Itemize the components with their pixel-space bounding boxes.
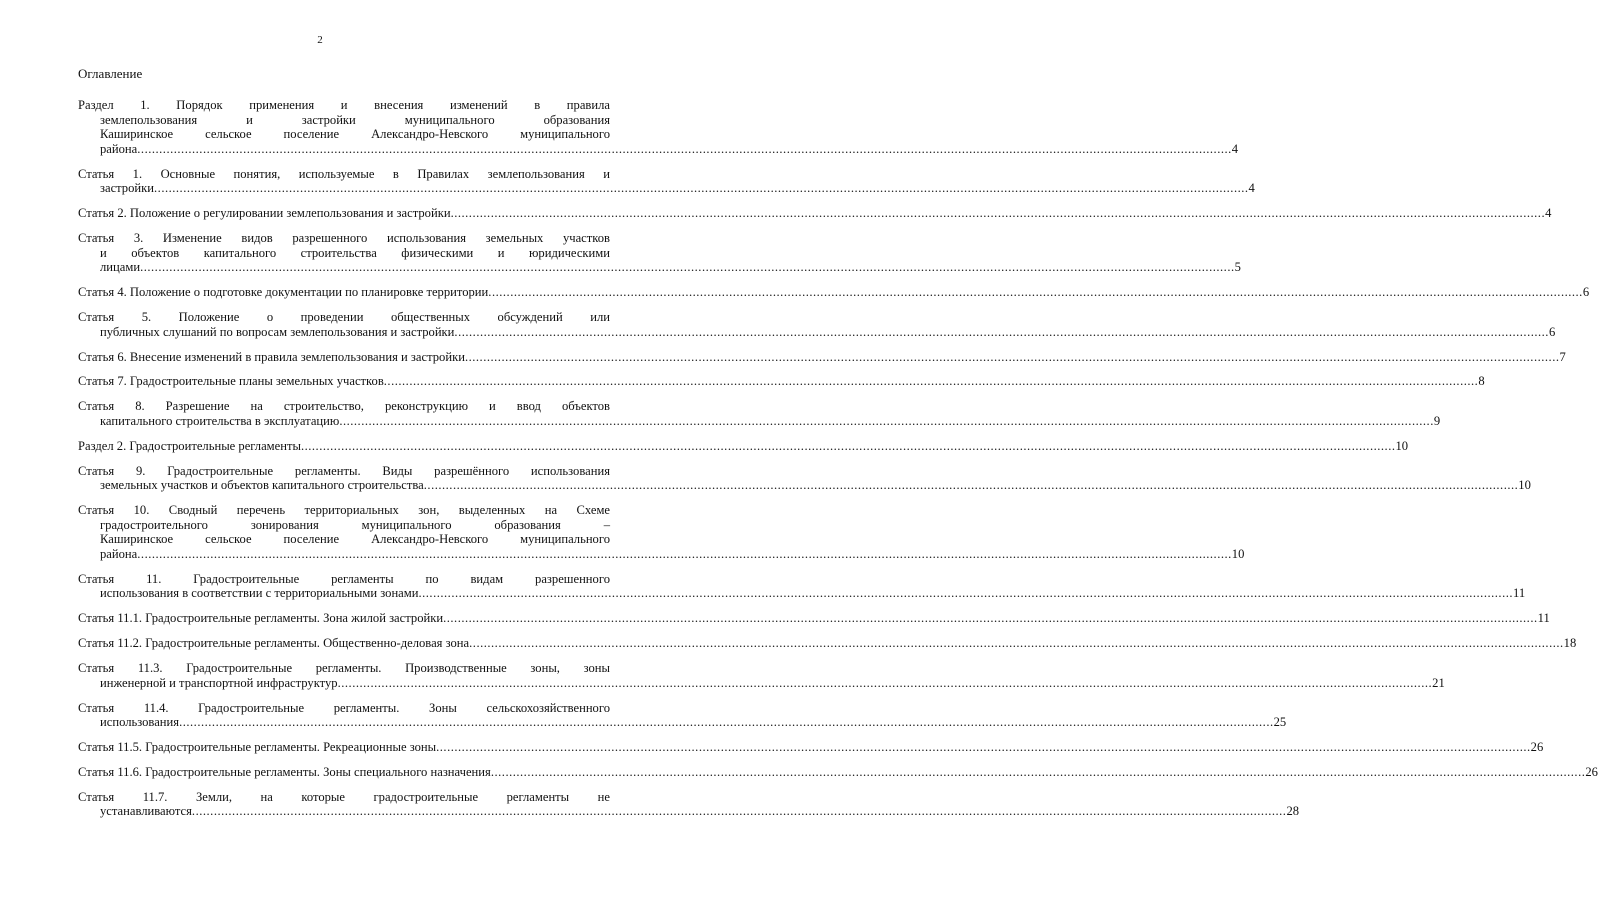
toc-entry-title: Статья 6. Внесение изменений в правила землепользования и застройки — [78, 349, 465, 364]
toc-entry-title: Статья 11.1. Градостроительные регламенты. Зона жилой застройки — [78, 611, 444, 626]
toc-entry-text-line: Статья 11.7. Земли, на которые градостроительные регламенты не — [78, 789, 610, 804]
dot-leader: ............................................................................................................................................................................................................................................................................................................ — [443, 611, 1538, 626]
toc-entry-last-line — [78, 546, 1245, 562]
table-of-contents — [78, 98, 1598, 829]
toc-entry — [78, 285, 1590, 300]
dot-leader: ............................................................................................................................................................................................................................................................................................................ — [337, 675, 1433, 690]
toc-entry-text-line: градостроительного зонирования муниципального образования – — [100, 517, 610, 532]
toc-page-number: 11 — [1513, 586, 1526, 601]
toc-entry-last-line — [78, 804, 1300, 819]
toc-entry-title: инженерной и транспортной инфраструктур — [100, 675, 338, 690]
toc-entry-text-line: Статья 1. Основные понятия, используемые в Правилах землепользования и — [78, 166, 610, 181]
toc-entry-title: района — [100, 141, 138, 156]
dot-leader: ............................................................................................................................................................................................................................................................................................................ — [383, 374, 1479, 389]
toc-entry-last-line — [78, 764, 1598, 780]
toc-entry-last-line — [78, 260, 1241, 275]
toc-entry-text-line: и объектов капитального строительства физическими и юридическими — [100, 245, 610, 260]
toc-entry — [78, 349, 1566, 365]
toc-entry-text-line: Статья 5. Положение о проведении общественных обсуждений или — [78, 310, 610, 325]
toc-entry-text-line: Статья 10. Сводный перечень территориальных зон, выделенных на Схеме — [78, 503, 610, 518]
toc-entry-title: Статья 11.5. Градостроительные регламенты. Рекреационные зоны — [78, 740, 437, 755]
toc-entry — [78, 206, 1552, 221]
dot-leader: ............................................................................................................................................................................................................................................................................................................ — [300, 438, 1396, 453]
toc-entry — [78, 636, 1577, 651]
dot-leader: ............................................................................................................................................................................................................................................................................................................ — [179, 715, 1274, 730]
dot-leader: ............................................................................................................................................................................................................................................................................................................ — [140, 260, 1235, 275]
toc-entry-text-line: Статья 8. Разрешение на строительство, реконструкцию и ввод объектов — [78, 399, 610, 414]
toc-page-number: 8 — [1478, 374, 1485, 389]
toc-entry — [78, 98, 1239, 156]
toc-page-number: 7 — [1559, 349, 1566, 364]
toc-entry — [78, 789, 1300, 819]
dot-leader: ............................................................................................................................................................................................................................................................................................................ — [488, 285, 1583, 300]
toc-entry-last-line — [78, 478, 1531, 493]
toc-entry — [78, 438, 1409, 454]
toc-entry — [78, 399, 1441, 428]
toc-page-number: 28 — [1286, 804, 1300, 819]
toc-page-number: 4 — [1231, 141, 1239, 156]
toc-page-number: 9 — [1433, 413, 1441, 428]
toc-page-number: 10 — [1231, 546, 1245, 561]
dot-leader: ............................................................................................................................................................................................................................................................................................................ — [339, 413, 1434, 428]
toc-entry — [78, 764, 1598, 780]
toc-entry — [78, 661, 1445, 690]
toc-page-number: 4 — [1248, 181, 1255, 196]
dot-leader: ............................................................................................................................................................................................................................................................................................................ — [191, 804, 1287, 819]
toc-entry-title: Раздел 2. Градостроительные регламенты — [78, 438, 301, 453]
toc-entry-title: устанавливаются — [100, 804, 192, 819]
dot-leader: ............................................................................................................................................................................................................................................................................................................ — [137, 546, 1232, 561]
toc-entry-title: лицами — [100, 260, 141, 275]
dot-leader: ............................................................................................................................................................................................................................................................................................................ — [469, 636, 1564, 651]
toc-entry — [78, 231, 1241, 275]
dot-leader: ............................................................................................................................................................................................................................................................................................................ — [454, 324, 1549, 339]
toc-entry — [78, 166, 1255, 196]
toc-entry-title: Статья 4. Положение о подготовке документации по планировке территории — [78, 285, 489, 300]
toc-entry — [78, 571, 1526, 601]
toc-page-number: 5 — [1234, 260, 1241, 275]
toc-entry — [78, 611, 1550, 626]
toc-entry-text-line: Статья 9. Градостроительные регламенты. Виды разрешённого использования — [78, 463, 610, 478]
toc-entry-last-line — [78, 675, 1445, 691]
toc-entry-last-line — [78, 715, 1287, 730]
dot-leader: ............................................................................................................................................................................................................................................................................................................ — [490, 764, 1586, 779]
toc-entry-title: района — [100, 546, 138, 561]
toc-page-number: 26 — [1585, 764, 1598, 779]
toc-entry-title: использования — [100, 715, 180, 730]
toc-entry-text-line: Статья 11. Градостроительные регламенты по видам разрешенного — [78, 571, 610, 586]
toc-page-number: 6 — [1548, 324, 1556, 339]
dot-leader: ............................................................................................................................................................................................................................................................................................................ — [450, 206, 1546, 221]
dot-leader: ............................................................................................................................................................................................................................................................................................................ — [423, 478, 1519, 493]
toc-entry-last-line — [78, 374, 1485, 389]
toc-entry — [78, 463, 1531, 493]
toc-entry-text-line: Статья 3. Изменение видов разрешенного использования земельных участков — [78, 231, 610, 246]
toc-page-number: 4 — [1545, 206, 1552, 221]
toc-entry-last-line — [78, 413, 1441, 429]
dot-leader: ............................................................................................................................................................................................................................................................................................................ — [154, 181, 1249, 196]
toc-entry-last-line — [78, 586, 1526, 601]
toc-entry-text-line: Раздел 1. Порядок применения и внесения изменений в правила — [78, 98, 610, 112]
toc-entry-last-line — [78, 438, 1409, 454]
toc-entry-last-line — [78, 324, 1556, 340]
toc-entry-last-line — [78, 181, 1255, 196]
toc-entry-text-line: землепользования и застройки муниципального образования — [100, 112, 610, 127]
toc-entry-last-line — [78, 636, 1577, 651]
toc-page-number: 10 — [1518, 478, 1531, 493]
toc-entry-title: Статья 11.2. Градостроительные регламенты. Общественно-деловая зона — [78, 636, 470, 651]
toc-entry — [78, 374, 1485, 389]
toc-entry-title: земельных участков и объектов капитального строительства — [100, 478, 424, 493]
toc-page-number: 6 — [1582, 285, 1590, 300]
toc-entry — [78, 310, 1556, 339]
toc-entry-title: использования в соответствии с территориальными зонами — [100, 586, 419, 601]
toc-entry-last-line — [78, 349, 1566, 365]
page-number: 2 — [317, 34, 323, 46]
dot-leader: ............................................................................................................................................................................................................................................................................................................ — [137, 141, 1232, 156]
toc-page-number: 26 — [1530, 740, 1544, 755]
toc-entry-text-line: Каширинское сельское поселение Александро-Невского муниципального — [100, 127, 610, 142]
toc-heading: Оглавление — [78, 66, 143, 81]
dot-leader: ............................................................................................................................................................................................................................................................................................................ — [418, 586, 1514, 601]
toc-entry-last-line — [78, 611, 1550, 626]
toc-entry-last-line — [78, 285, 1590, 300]
toc-entry-text-line: Статья 11.3. Градостроительные регламенты. Производственные зоны, зоны — [78, 661, 610, 676]
toc-entry-title: публичных слушаний по вопросам землепользования и застройки — [100, 324, 455, 339]
dot-leader: ............................................................................................................................................................................................................................................................................................................ — [436, 740, 1531, 755]
dot-leader: ............................................................................................................................................................................................................................................................................................................ — [464, 349, 1560, 364]
toc-page-number: 11 — [1537, 611, 1550, 626]
toc-page-number: 25 — [1273, 715, 1287, 730]
toc-entry-last-line — [78, 141, 1239, 157]
toc-page-number: 18 — [1563, 636, 1577, 651]
toc-entry-title: Статья 2. Положение о регулировании землепользования и застройки — [78, 206, 451, 221]
toc-entry-last-line — [78, 206, 1552, 221]
toc-page-number: 10 — [1395, 438, 1409, 453]
toc-entry-title: застройки — [100, 181, 155, 196]
toc-entry — [78, 700, 1287, 730]
toc-entry-title: Статья 7. Градостроительные планы земельных участков — [78, 374, 384, 389]
toc-entry-title: капитального строительства в эксплуатацию — [100, 413, 340, 428]
toc-entry-text-line: Каширинское сельское поселение Александро-Невского муниципального — [100, 532, 610, 547]
toc-page-number: 21 — [1432, 675, 1445, 690]
toc-entry-title: Статья 11.6. Градостроительные регламенты. Зоны специального назначения — [78, 764, 491, 779]
toc-entry — [78, 503, 1245, 561]
toc-entry — [78, 740, 1544, 755]
toc-entry-text-line: Статья 11.4. Градостроительные регламенты. Зоны сельскохозяйственного — [78, 700, 610, 715]
toc-entry-last-line — [78, 740, 1544, 755]
